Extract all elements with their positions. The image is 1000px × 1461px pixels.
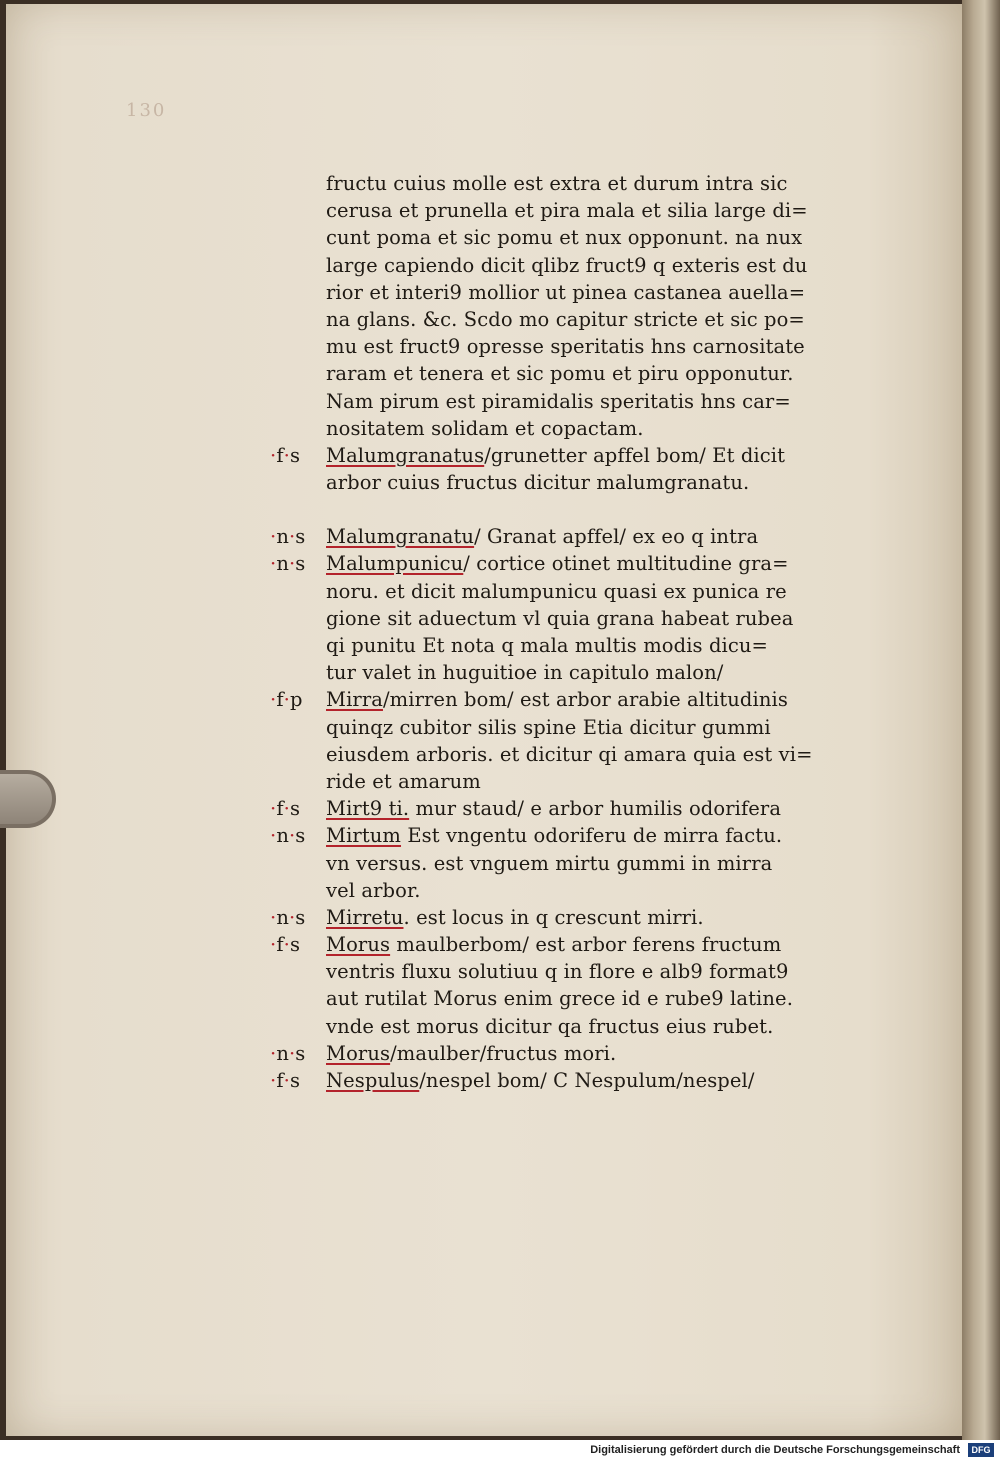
glossary-entry xyxy=(270,795,840,822)
gender-marker xyxy=(270,686,326,713)
funding-credit: Digitalisierung gefördert durch die Deutsche Forschungsgemeinschaft xyxy=(590,1444,960,1456)
headword: Mirretu xyxy=(326,905,404,929)
marker-type: s xyxy=(289,933,301,957)
marker-gender: f xyxy=(276,797,284,821)
gender-marker xyxy=(270,904,326,931)
headword: Nespulus xyxy=(326,1069,420,1092)
marker-type: s xyxy=(289,797,301,821)
entry-continuation: vnde est morus dicitur qa fructus eius rubet. xyxy=(326,1014,774,1038)
marker-gender: n xyxy=(276,905,289,929)
rubric-dot: · xyxy=(288,905,296,929)
marker-type: s xyxy=(295,824,306,848)
rubric-dot: · xyxy=(270,933,277,957)
book-edge xyxy=(962,0,1000,1440)
text-line: raram et tenera et sic pomu et piru opponutur. xyxy=(326,362,794,386)
marker-type: p xyxy=(289,688,303,712)
entry-continuation: gione sit aduectum vl quia grana habeat rubea xyxy=(326,606,794,630)
gender-marker xyxy=(270,1067,326,1094)
gender-marker xyxy=(270,442,326,469)
glossary-entry xyxy=(270,686,840,713)
marker-type: s xyxy=(295,1041,306,1065)
rubric-dot: · xyxy=(283,797,290,821)
glossary-entry xyxy=(270,1067,840,1094)
entry-continuation: noru. et dicit malumpunicu quasi ex punica re xyxy=(326,579,787,603)
marker-type: s xyxy=(295,525,306,549)
text-line: rior et interi9 mollior ut pinea castanea auella= xyxy=(326,280,806,304)
marker-gender: f xyxy=(276,1069,284,1092)
glossary-entry xyxy=(270,822,840,849)
rubric-dot: · xyxy=(270,905,277,929)
text-line: Nam pirum est piramidalis speritatis hns car= xyxy=(326,389,791,413)
entry-gloss: Est vngentu odoriferu de mirra factu. xyxy=(401,824,783,848)
entry-gloss: maulberbom/ est arbor ferens fructum xyxy=(390,933,782,957)
glossary-entry xyxy=(270,523,840,550)
rubric-dot: · xyxy=(270,1041,277,1065)
marker-type: s xyxy=(289,443,301,467)
text-line: fructu cuius molle est extra et durum intra sic xyxy=(326,172,788,195)
text-line: mu est fruct9 opresse speritatis hns carnositate xyxy=(326,335,805,359)
entry-gloss: /nespel bom/ C Nespulum/nespel/ xyxy=(419,1069,755,1092)
entry-gloss: / cortice otinet multitudine gra= xyxy=(463,552,789,576)
text-line: na glans. &c. Scdo mo capitur stricte et sic po= xyxy=(326,307,805,331)
text-line: cerusa et prunella et pira mala et silia large di= xyxy=(326,199,808,223)
text-line: cunt poma et sic pomu et nux opponunt. na nux xyxy=(326,226,803,250)
text-block xyxy=(270,170,840,1094)
entry-continuation: qi punitu Et nota q mala multis modis dicu= xyxy=(326,634,768,657)
entry-gloss: /mirren bom/ est arbor arabie altitudinis xyxy=(382,688,788,712)
rubric-dot: · xyxy=(283,688,290,712)
entry-gap xyxy=(270,496,840,523)
entry-continuation: aut rutilat Morus enim grece id e rube9 latine. xyxy=(326,987,793,1011)
entry-gloss: mur staud/ e arbor humilis odorifera xyxy=(409,797,782,821)
text-line: large capiendo dicit qlibz fruct9 q exteris est du xyxy=(326,253,808,277)
marker-type: s xyxy=(289,1069,301,1092)
rubric-dot: · xyxy=(283,933,290,957)
rubric-dot: · xyxy=(270,1069,277,1092)
rubric-dot: · xyxy=(270,824,277,848)
page-number: 130 xyxy=(126,100,167,121)
headword: Mirtum xyxy=(326,824,402,848)
footer-bar xyxy=(0,1440,1000,1461)
glossary-entry xyxy=(270,931,840,958)
entry-gloss: /maulber/fructus mori. xyxy=(390,1041,617,1065)
rubric-dot: · xyxy=(288,824,296,848)
headword: Morus xyxy=(326,1041,391,1065)
rubric-dot: · xyxy=(288,552,296,576)
marker-gender: f xyxy=(276,688,284,712)
book-clasp xyxy=(0,770,56,828)
gender-marker xyxy=(270,822,326,849)
headword: Morus xyxy=(326,933,391,957)
rubric-dot: · xyxy=(270,797,277,821)
glossary-entry xyxy=(270,1040,840,1067)
entry-gloss: /grunetter apffel bom/ Et dicit xyxy=(484,443,786,467)
marker-gender: n xyxy=(276,552,289,576)
glossary-entry xyxy=(270,904,840,931)
rubric-dot: · xyxy=(270,525,277,549)
gender-marker xyxy=(270,523,326,550)
headword: Mirt9 ti. xyxy=(326,797,410,821)
entry-continuation: eiusdem arboris. et dicitur qi amara quia est vi= xyxy=(326,742,813,766)
entry-continuation: vn versus. est vnguem mirtu gummi in mirra xyxy=(326,851,773,875)
rubric-dot: · xyxy=(270,552,277,576)
entry-continuation: ventris fluxu solutiuu q in flore e alb9 format9 xyxy=(326,960,789,984)
gender-marker xyxy=(270,550,326,577)
entry-continuation: ride et amarum xyxy=(326,769,481,793)
headword: Malumgranatus xyxy=(326,443,485,467)
marker-gender: n xyxy=(276,525,289,549)
marker-type: s xyxy=(295,905,306,929)
entry-continuation: arbor cuius fructus dicitur malumgranatu. xyxy=(326,471,750,495)
entry-gloss: . est locus in q crescunt mirri. xyxy=(403,905,704,929)
text-line: nositatem solidam et copactam. xyxy=(326,416,644,440)
rubric-dot: · xyxy=(270,688,277,712)
entry-gloss: / Granat apffel/ ex eo q intra xyxy=(474,525,759,549)
dfg-logo-icon: DFG xyxy=(968,1443,994,1457)
entry-continuation: quinqz cubitor silis spine Etia dicitur gummi xyxy=(326,715,771,739)
rubric-dot: · xyxy=(270,443,277,467)
marker-type: s xyxy=(295,552,306,576)
headword: Malumpunicu xyxy=(326,552,464,576)
rubric-dot: · xyxy=(288,525,296,549)
marker-gender: f xyxy=(276,443,284,467)
rubric-dot: · xyxy=(288,1041,296,1065)
marker-gender: n xyxy=(276,824,289,848)
gender-marker xyxy=(270,1040,326,1067)
headword: Malumgranatu xyxy=(326,525,475,549)
gender-marker xyxy=(270,931,326,958)
entry-continuation: tur valet in huguitioe in capitulo malon/ xyxy=(326,661,724,685)
rubric-dot: · xyxy=(283,1069,290,1092)
glossary-entry xyxy=(270,550,840,577)
marker-gender: n xyxy=(276,1041,289,1065)
headword: Mirra xyxy=(326,688,383,712)
rubric-dot: · xyxy=(283,443,290,467)
gender-marker xyxy=(270,795,326,822)
marker-gender: f xyxy=(276,933,284,957)
glossary-entry xyxy=(270,442,840,469)
entry-continuation: vel arbor. xyxy=(326,878,421,902)
